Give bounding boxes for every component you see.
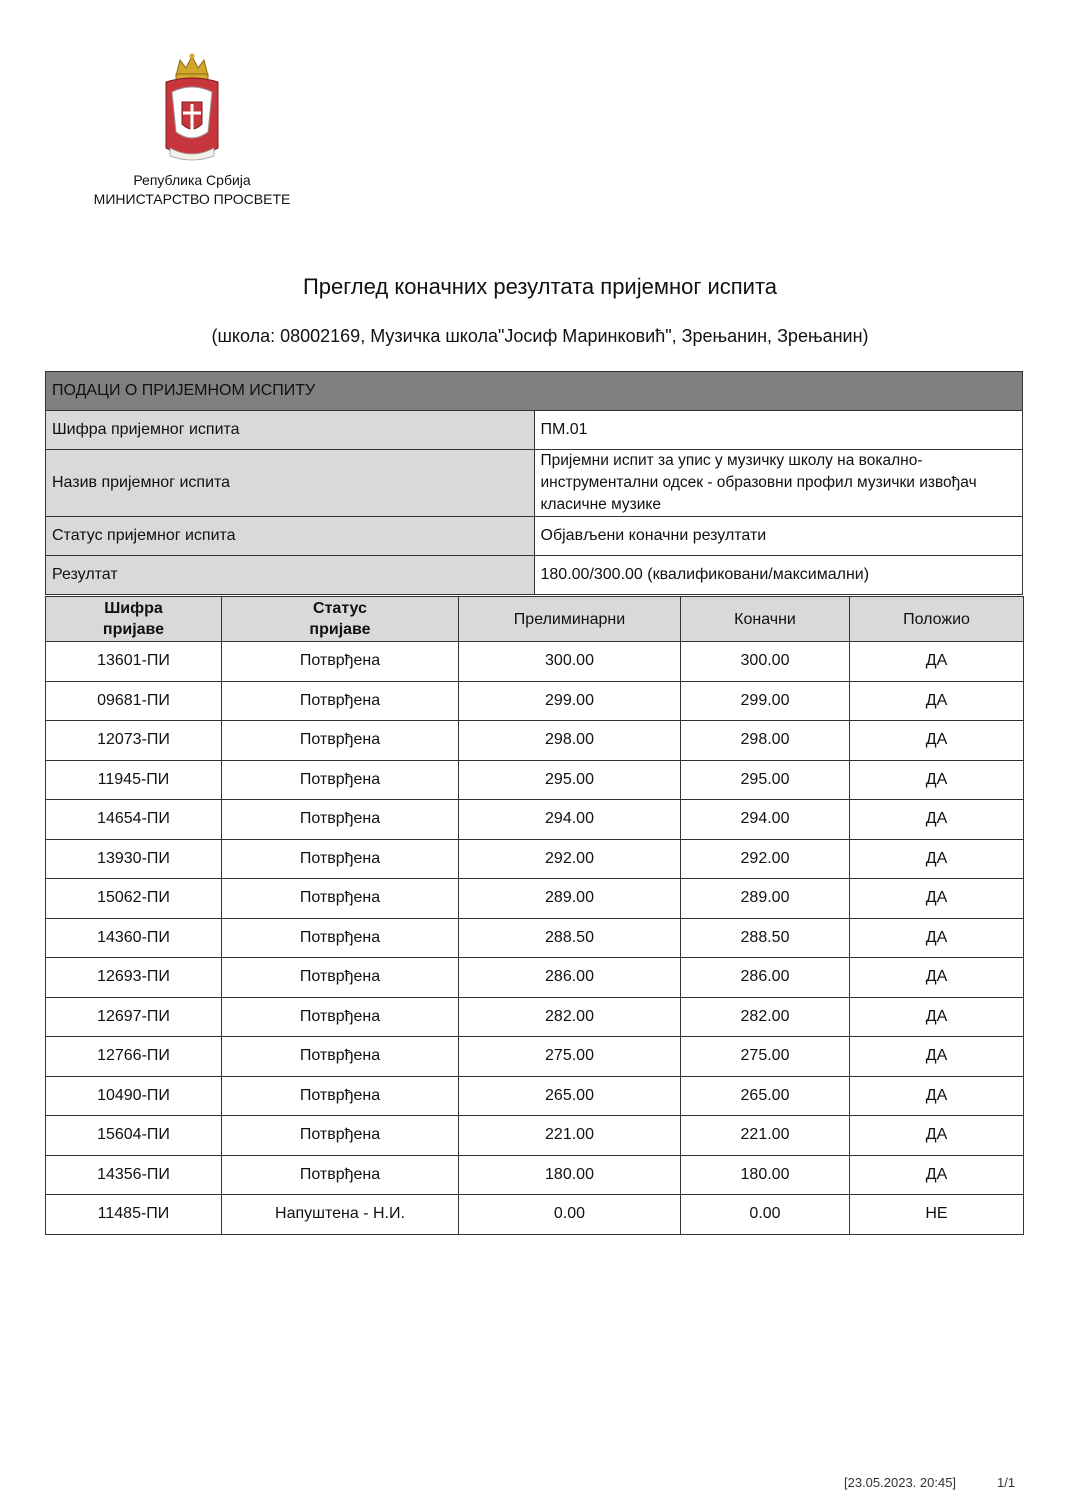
column-header-code <box>46 597 222 642</box>
cell-status: Потврђена <box>222 1116 459 1156</box>
country-name: Република Србија <box>133 172 251 188</box>
cell-preliminary: 289.00 <box>459 879 681 919</box>
cell-status: Потврђена <box>222 800 459 840</box>
cell-code: 14654-ПИ <box>46 800 222 840</box>
cell-status: Потврђена <box>222 1076 459 1116</box>
cell-final: 289.00 <box>681 879 850 919</box>
table-row <box>46 800 1024 840</box>
cell-preliminary: 294.00 <box>459 800 681 840</box>
exam-info-table <box>45 371 1023 595</box>
info-label: Резултат <box>46 556 535 595</box>
table-row <box>46 721 1024 761</box>
table-row <box>46 760 1024 800</box>
cell-code: 13601-ПИ <box>46 642 222 682</box>
cell-code: 15604-ПИ <box>46 1116 222 1156</box>
cell-preliminary: 180.00 <box>459 1155 681 1195</box>
cell-preliminary: 275.00 <box>459 1037 681 1077</box>
cell-code: 14360-ПИ <box>46 918 222 958</box>
cell-final: 292.00 <box>681 839 850 879</box>
cell-status: Потврђена <box>222 1155 459 1195</box>
cell-code: 13930-ПИ <box>46 839 222 879</box>
column-header-passed: Положио <box>850 597 1024 642</box>
cell-preliminary: 288.50 <box>459 918 681 958</box>
cell-preliminary: 295.00 <box>459 760 681 800</box>
info-value: ПМ.01 <box>534 411 1023 450</box>
cell-passed: ДА <box>850 800 1024 840</box>
header-line: Шифра <box>104 600 163 617</box>
cell-final: 180.00 <box>681 1155 850 1195</box>
cell-preliminary: 299.00 <box>459 681 681 721</box>
cell-status: Потврђена <box>222 721 459 761</box>
table-row <box>46 1076 1024 1116</box>
cell-preliminary: 286.00 <box>459 958 681 998</box>
cell-final: 265.00 <box>681 1076 850 1116</box>
page-number: 1/1 <box>997 1475 1016 1490</box>
cell-final: 288.50 <box>681 918 850 958</box>
cell-passed: ДА <box>850 681 1024 721</box>
page-subtitle: (школа: 08002169, Музичка школа"Јосиф Маринковић", Зрењанин, Зрењанин) <box>211 326 869 346</box>
cell-status: Потврђена <box>222 681 459 721</box>
cell-final: 282.00 <box>681 997 850 1037</box>
cell-preliminary: 292.00 <box>459 839 681 879</box>
info-row <box>46 556 1023 595</box>
cell-status: Потврђена <box>222 918 459 958</box>
cell-preliminary: 300.00 <box>459 642 681 682</box>
cell-passed: ДА <box>850 1116 1024 1156</box>
table-row <box>46 642 1024 682</box>
header-line: Статус <box>313 600 367 617</box>
cell-code: 12693-ПИ <box>46 958 222 998</box>
table-row <box>46 958 1024 998</box>
info-row <box>46 411 1023 450</box>
column-header-preliminary: Прелиминарни <box>459 597 681 642</box>
cell-status: Потврђена <box>222 760 459 800</box>
cell-passed: ДА <box>850 721 1024 761</box>
column-header-final: Коначни <box>681 597 850 642</box>
cell-final: 295.00 <box>681 760 850 800</box>
info-label: Назив пријемног испита <box>46 450 535 517</box>
table-row <box>46 997 1024 1037</box>
table-row <box>46 879 1024 919</box>
cell-code: 12073-ПИ <box>46 721 222 761</box>
cell-code: 14356-ПИ <box>46 1155 222 1195</box>
cell-preliminary: 221.00 <box>459 1116 681 1156</box>
cell-final: 221.00 <box>681 1116 850 1156</box>
results-table <box>45 596 1024 1235</box>
info-label: Статус пријемног испита <box>46 517 535 556</box>
cell-final: 286.00 <box>681 958 850 998</box>
info-value: Пријемни испит за упис у музичку школу на вокално-инструментални одсек - образовни профил музички извођач класичне музике <box>534 450 1023 517</box>
cell-passed: ДА <box>850 918 1024 958</box>
table-row <box>46 681 1024 721</box>
cell-passed: ДА <box>850 1037 1024 1077</box>
ministry-name: МИНИСТАРСТВО ПРОСВЕТЕ <box>93 191 291 207</box>
cell-final: 0.00 <box>681 1195 850 1235</box>
header-line: пријаве <box>102 621 165 638</box>
cell-status: Напуштена - Н.И. <box>222 1195 459 1235</box>
info-row <box>46 450 1023 517</box>
cell-code: 11485-ПИ <box>46 1195 222 1235</box>
info-label: Шифра пријемног испита <box>46 411 535 450</box>
print-timestamp: [23.05.2023. 20:45] <box>844 1475 957 1490</box>
cell-passed: НЕ <box>850 1195 1024 1235</box>
cell-final: 300.00 <box>681 642 850 682</box>
cell-status: Потврђена <box>222 1037 459 1077</box>
page-title: Преглед коначних резултата пријемног испита <box>302 274 778 299</box>
cell-preliminary: 265.00 <box>459 1076 681 1116</box>
cell-status: Потврђена <box>222 997 459 1037</box>
cell-preliminary: 282.00 <box>459 997 681 1037</box>
cell-code: 10490-ПИ <box>46 1076 222 1116</box>
cell-passed: ДА <box>850 839 1024 879</box>
cell-preliminary: 0.00 <box>459 1195 681 1235</box>
cell-status: Потврђена <box>222 839 459 879</box>
cell-passed: ДА <box>850 1155 1024 1195</box>
cell-code: 15062-ПИ <box>46 879 222 919</box>
cell-passed: ДА <box>850 1076 1024 1116</box>
info-value: Објављени коначни резултати <box>534 517 1023 556</box>
table-row <box>46 1037 1024 1077</box>
cell-passed: ДА <box>850 642 1024 682</box>
info-section-title: ПОДАЦИ О ПРИЈЕМНОМ ИСПИТУ <box>46 372 1023 411</box>
serbia-coat-of-arms-icon <box>162 52 222 164</box>
cell-code: 12766-ПИ <box>46 1037 222 1077</box>
cell-code: 09681-ПИ <box>46 681 222 721</box>
info-value: 180.00/300.00 (квалификовани/максимални) <box>534 556 1023 595</box>
cell-passed: ДА <box>850 879 1024 919</box>
ministry-header <box>92 52 292 209</box>
cell-code: 11945-ПИ <box>46 760 222 800</box>
results-body <box>46 642 1024 1235</box>
cell-passed: ДА <box>850 997 1024 1037</box>
info-row <box>46 517 1023 556</box>
results-header-row <box>46 597 1024 642</box>
cell-preliminary: 298.00 <box>459 721 681 761</box>
cell-final: 275.00 <box>681 1037 850 1077</box>
table-row <box>46 1155 1024 1195</box>
cell-code: 12697-ПИ <box>46 997 222 1037</box>
cell-final: 298.00 <box>681 721 850 761</box>
cell-passed: ДА <box>850 760 1024 800</box>
column-header-status <box>222 597 459 642</box>
table-row <box>46 918 1024 958</box>
table-row <box>46 839 1024 879</box>
cell-status: Потврђена <box>222 879 459 919</box>
cell-status: Потврђена <box>222 958 459 998</box>
table-row <box>46 1116 1024 1156</box>
table-row <box>46 1195 1024 1235</box>
cell-final: 294.00 <box>681 800 850 840</box>
cell-passed: ДА <box>850 958 1024 998</box>
info-section-header <box>46 372 1023 411</box>
cell-status: Потврђена <box>222 642 459 682</box>
cell-final: 299.00 <box>681 681 850 721</box>
header-line: пријаве <box>309 621 371 638</box>
